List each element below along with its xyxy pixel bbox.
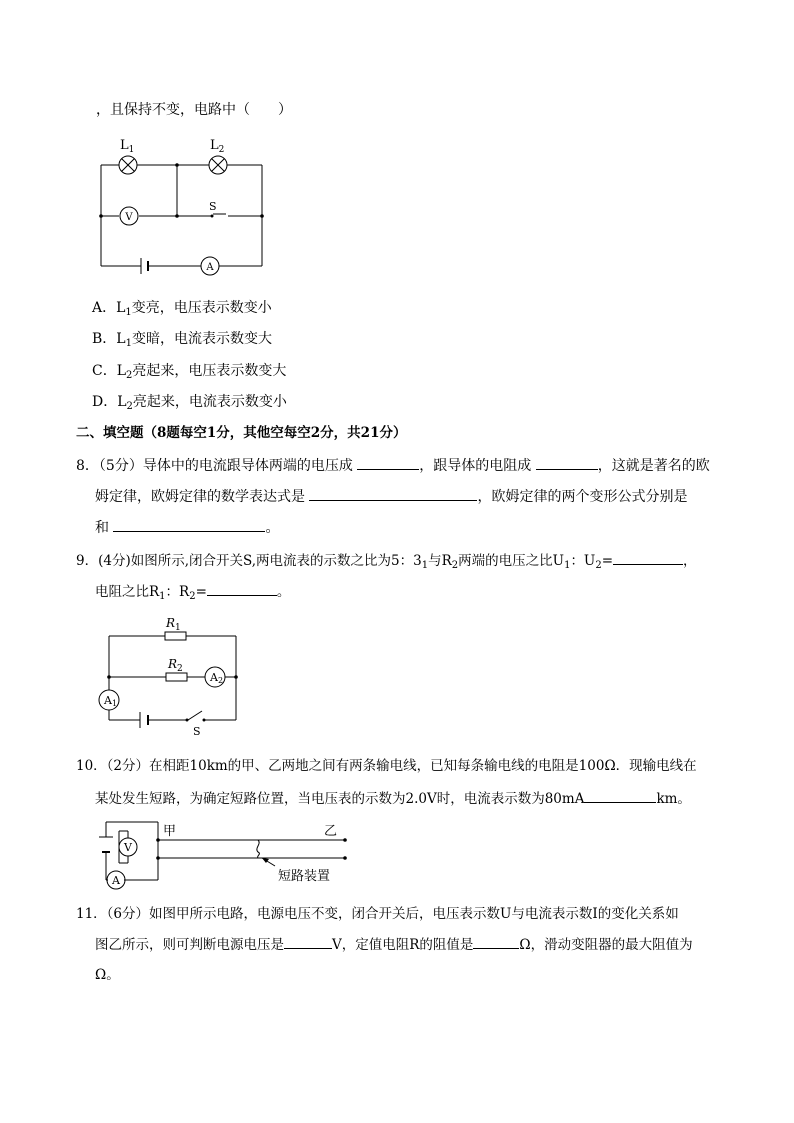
section-heading: 二、填空题（8题每空1分，其他空每空2分，共21分）: [76, 425, 407, 441]
q9-blank-2[interactable]: [207, 581, 277, 596]
q9-circuit-diagram: [0, 610, 300, 740]
ammeter-a1-label: A1: [104, 694, 118, 708]
q7-option-d: D．$L_2$亮起来，电流表示数变小: [92, 394, 287, 412]
ammeter-label: A: [112, 874, 120, 887]
q8-line-1: 8．（5分）导体中的电流跟导体两端的电压成 ，跟导体的电阻成 ，这就是著名的欧: [76, 455, 710, 476]
q7-stem-tail: ，且保持不变，电路中（ ）: [96, 102, 292, 118]
resistor-r1-icon: [165, 632, 186, 640]
lamp-l1-label: $L_1$: [120, 138, 135, 155]
short-circuit-icon: [257, 840, 260, 858]
q8-blank-3[interactable]: [309, 486, 477, 501]
q9-line-2: 电阻之比$R_1$：$R_2=$ 。: [95, 581, 290, 602]
q11-blank-2[interactable]: [473, 934, 519, 949]
voltmeter-label: V: [124, 841, 132, 854]
q7-option-c: C．$L_2$亮起来，电压表示数变大: [92, 363, 287, 381]
switch-s-contact: [211, 215, 214, 218]
q11-line-1: 11．（6分）如图甲所示电路，电源电压不变，闭合开关后，电压表示数U与电流表示数I的变化关系如: [76, 906, 679, 922]
q9-blank-1[interactable]: [613, 550, 683, 565]
q7-option-b: B．$L_1$变暗，电流表示数变大: [92, 331, 272, 349]
ammeter-label: A: [206, 262, 214, 273]
switch-s-label: S: [193, 725, 201, 738]
q7-option-a: A．$L_1$变亮，电压表示数变小: [92, 300, 272, 318]
voltmeter-label: V: [125, 212, 133, 223]
q8-blank-1[interactable]: [357, 455, 419, 470]
q11-line-3: Ω。: [95, 967, 120, 983]
q11-blank-1[interactable]: [284, 934, 332, 949]
q8-line-2: 姆定律，欧姆定律的数学表达式是 ，欧姆定律的两个变形公式分别是: [95, 486, 687, 507]
q11-line-2: 图乙所示，则可判断电源电压是 V，定值电阻R的阻值是 Ω，滑动变阻器的最大阻值为: [95, 934, 693, 955]
q8-line-3: 和 。: [95, 517, 279, 538]
lamp-l2-label: $L_2$: [210, 138, 225, 155]
switch-s-label: S: [209, 200, 217, 213]
q10-circuit-diagram: [0, 815, 360, 895]
q10-blank-1[interactable]: [584, 788, 656, 803]
short-circuit-label: 短路装置: [278, 869, 331, 884]
jia-label: 甲: [163, 824, 177, 839]
q10-line-1: 10．（2分）在相距10km的甲、乙两地之间有两条输电线，已知每条输电线的电阻是100Ω．现输电线在: [76, 758, 697, 774]
q9-line-1: 9．(4分)如图所示,闭合开关S,两电流表的示数之比为5：$3_1$与$R_2$两端的电压之比$U_1$：$U_2=$ ，: [76, 550, 697, 571]
ammeter-a2-label: A2: [210, 671, 224, 685]
q10-line-2: 某处发生短路，为确定短路位置，当电压表的示数为2.0V时，电流表示数为80mA km。: [95, 788, 691, 809]
q7-circuit-diagram: [0, 130, 300, 280]
resistor-r2-icon: [166, 673, 187, 681]
q8-blank-2[interactable]: [536, 455, 598, 470]
q8-blank-4[interactable]: [113, 517, 265, 532]
yi-label: 乙: [324, 824, 338, 839]
resistor-r2-label: $R_2$: [168, 657, 183, 674]
resistor-r1-label: $R_1$: [166, 616, 181, 633]
switch-s-blade: [188, 711, 202, 720]
